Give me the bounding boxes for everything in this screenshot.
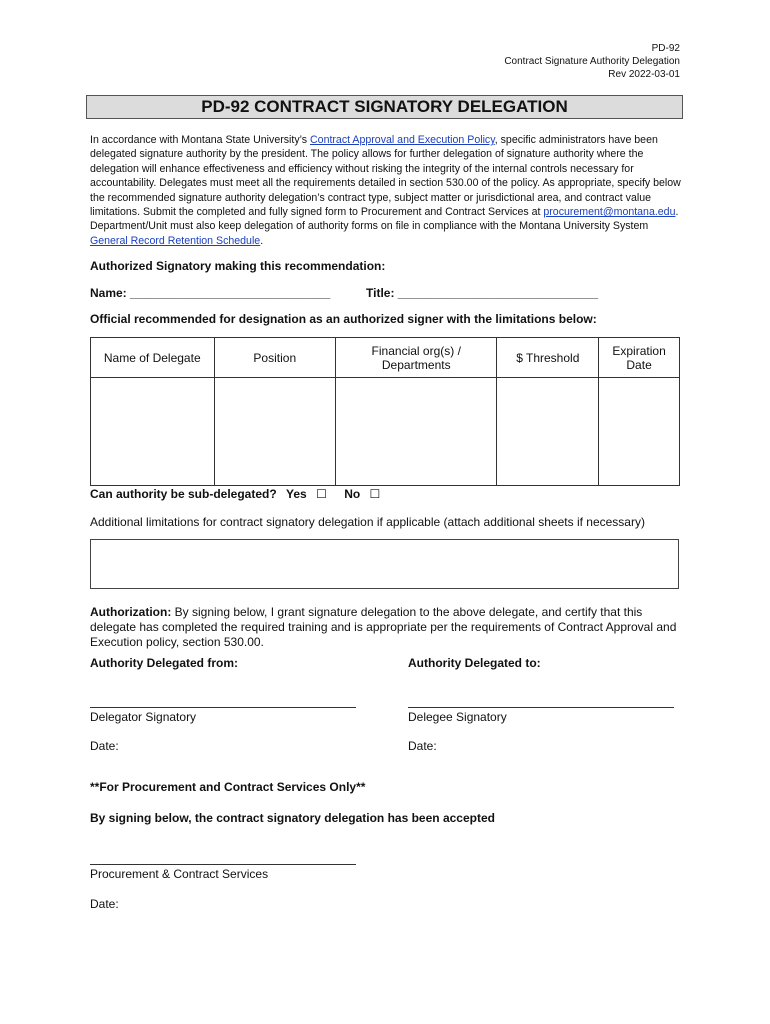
cell-expiration-date[interactable] [599,378,680,486]
official-heading: Official recommended for designation as an authorized signer with the limitations below: [90,312,597,326]
retention-schedule-link[interactable]: General Record Retention Schedule [90,234,261,247]
additional-limitations-box[interactable] [90,539,679,589]
cell-threshold[interactable] [497,378,599,486]
acceptance-text: By signing below, the contract signatory delegation has been accepted [90,811,495,825]
yes-label: Yes [286,487,307,501]
recommender-heading: Authorized Signatory making this recommendation: [90,259,386,273]
no-checkbox[interactable]: ☐ [369,487,381,501]
form-id: PD-92 [651,43,680,54]
col-expiration-line2: Date [626,357,652,372]
col-financial-orgs [336,338,497,378]
col-expiration-date [599,338,680,378]
cell-financial-orgs[interactable] [336,378,497,486]
delegator-date-label: Date: [90,739,119,753]
delegee-signature-line[interactable] [408,707,674,708]
email-link[interactable]: procurement@montana.edu [543,206,676,219]
policy-link[interactable]: Contract Approval and Execution Policy [310,134,495,146]
intro-text-4: . [260,234,264,247]
col-position: Position [214,338,336,378]
delegee-label: Delegee Signatory [408,710,507,724]
col-financial-orgs-line1: Financial org(s) / [371,343,461,358]
delegated-from-heading: Authority Delegated from: [90,656,239,670]
recommender-name-field[interactable]: Name: ______________________________ [90,286,331,300]
recommender-title-field[interactable]: Title: ______________________________ [366,286,598,300]
cell-position[interactable] [214,378,336,486]
subdelegate-row [90,487,380,501]
col-financial-orgs-line2: Departments [381,357,451,372]
intro-paragraph [90,133,685,248]
authorization-paragraph [90,605,680,650]
authorization-lead: Authorization: [90,605,172,619]
procurement-heading: **For Procurement and Contract Services Only** [90,780,366,794]
additional-limitations-label: Additional limitations for contract signatory delegation if applicable (attach additional sheets if necessary) [90,515,645,529]
delegee-date-label: Date: [408,739,437,753]
delegated-to-heading: Authority Delegated to: [408,656,541,670]
subdelegate-question: Can authority be sub-delegated? [90,487,277,501]
procurement-signature-line[interactable] [90,864,356,865]
yes-checkbox[interactable]: ☐ [316,487,327,501]
table-header-row [91,338,680,378]
procurement-signer-label: Procurement & Contract Services [90,867,269,881]
procurement-date-label: Date: [90,897,119,911]
col-expiration-line1: Expiration [612,343,666,358]
delegator-label: Delegator Signatory [90,710,197,724]
form-name: Contract Signature Authority Delegation [504,56,680,67]
delegation-table [90,337,680,486]
intro-text-3: . Department/Unit must also keep delegation of authority forms on file in compliance with the Montana University System [90,206,679,233]
col-threshold: $ Threshold [497,338,599,378]
delegator-signature-line[interactable] [90,707,356,708]
intro-text-2: , specific administrators have been delegated signature authority by the president. The policy allows for further delegation of signature authority where the delegation will enhance effectiveness and efficiency without risking the integrity of the internal controls necessary for accountability. Delegates must meet all the requirements detailed in section 530.00 of the policy. As appropriate, specify below the recommended signature authority delegation’s contract type, subject matter or jurisdictional area, and contract value limitations. Submit the completed and fully signed form to Procurement and Contract Services at [90,134,681,219]
col-name-of-delegate: Name of Delegate [91,338,215,378]
table-row [91,378,680,486]
no-label: No [344,487,361,501]
form-header [504,42,680,81]
form-revision: Rev 2022-03-01 [608,69,680,80]
authorization-text: By signing below, I grant signature delegation to the above delegate, and certify that this delegate has completed the required training and is appropriate per the requirements of Contract Approval and Execution policy, section 530.00. [90,605,677,649]
page-title: PD-92 CONTRACT SIGNATORY DELEGATION [86,95,683,119]
cell-name-of-delegate[interactable] [91,378,215,486]
intro-text-1: In accordance with Montana State University’s [90,134,311,146]
